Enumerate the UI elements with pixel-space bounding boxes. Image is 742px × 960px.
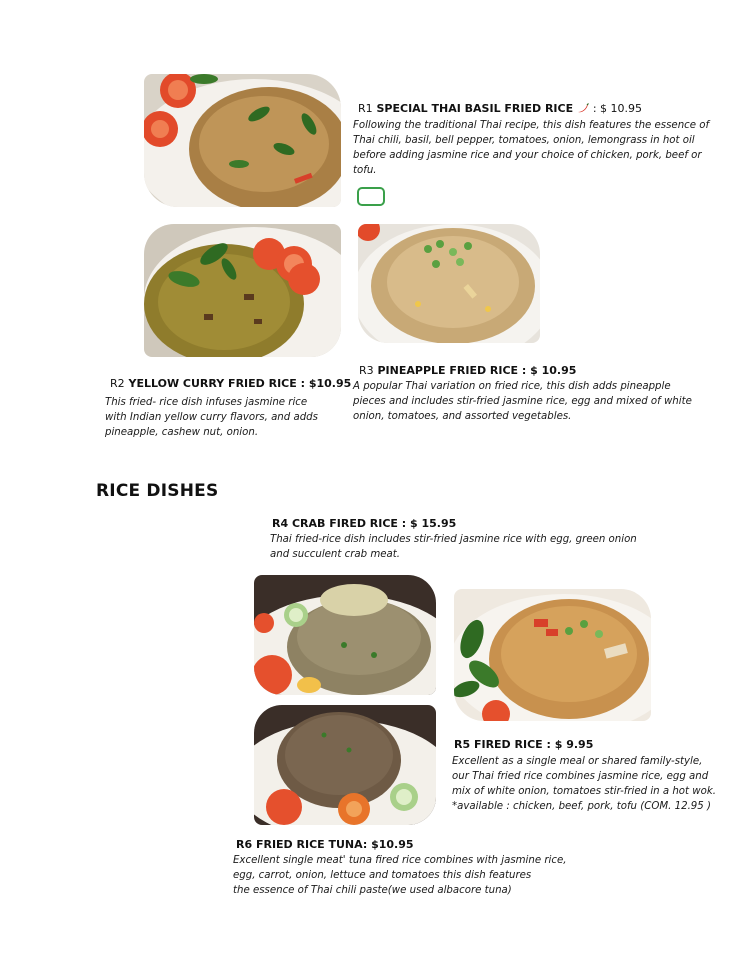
r3-photo xyxy=(358,224,540,343)
r3-code: R3 xyxy=(359,364,374,377)
r6-description xyxy=(233,853,593,898)
r6-description-line: egg, carrot, onion, lettuce and tomatoes this dish features xyxy=(233,870,532,881)
r5-description-line: mix of white onion, tomatoes stir-fried in a hot wok. xyxy=(452,786,716,797)
r5-description-line: *available : chicken, beef, pork, tofu (COM. 12.95 ) xyxy=(452,801,711,812)
section-heading: RICE DISHES xyxy=(96,481,219,501)
r4-name: CRAB FIRED RICE : $ 15.95 xyxy=(291,517,457,530)
r4-title xyxy=(272,517,456,530)
r5-title xyxy=(454,738,593,751)
green-rounded-box xyxy=(357,187,385,206)
r2-name: YELLOW CURRY FRIED RICE : $10.95 xyxy=(128,377,352,390)
r6-code: R6 xyxy=(236,838,253,851)
r6-description-line: the essence of Thai chili paste(we used albacore tuna) xyxy=(233,885,512,896)
r1-title xyxy=(358,102,642,115)
r3-description: A popular Thai variation on fried rice, this dish adds pineapple pieces and includes stir-fried jasmine rice, egg and mixed of white onion, tomatoes, and assorted vegetables. xyxy=(353,381,692,422)
r6-photo xyxy=(254,705,436,825)
r3-title xyxy=(359,364,576,377)
r5-description-line: Excellent as a single meal or shared family-style, xyxy=(452,756,703,767)
r1-price: : $ 10.95 xyxy=(592,102,643,115)
r1-name: SPECIAL THAI BASIL FRIED RICE xyxy=(376,102,574,115)
r1-code: R1 xyxy=(358,102,373,115)
r4-photo xyxy=(254,575,436,695)
r6-description-line: Excellent single meat' tuna fired rice combines with jasmine rice, xyxy=(233,855,567,866)
r4-code: R4 xyxy=(272,517,289,530)
chili-pepper-icon xyxy=(577,102,593,115)
r5-photo xyxy=(454,589,651,721)
r5-description xyxy=(452,754,722,814)
r5-name: FIRED RICE : $ 9.95 xyxy=(473,738,594,751)
r2-description: This fried- rice dish infuses jasmine rice with Indian yellow curry flavors, and adds pineapple, cashew nut, onion. xyxy=(105,397,318,438)
r5-description-line: our Thai fried rice combines jasmine rice, egg and xyxy=(452,771,709,782)
r4-description: Thai fried-rice dish includes stir-fried jasmine rice with egg, green onion and succulent crab meat. xyxy=(270,534,637,560)
r3-name: PINEAPPLE FRIED RICE : $ 10.95 xyxy=(377,364,577,377)
r2-title xyxy=(110,377,351,390)
r1-description: Following the traditional Thai recipe, this dish features the essence of Thai chili, basil, bell pepper, tomatoes, onion, lemongrass in hot oil before adding jasmine rice and your choice of chicken, pork, beef or tofu. xyxy=(353,120,710,176)
r2-code: R2 xyxy=(110,377,125,390)
r5-code: R5 xyxy=(454,738,471,751)
r1-photo xyxy=(144,74,341,207)
r2-photo xyxy=(144,224,341,357)
r6-title xyxy=(236,838,414,851)
r6-name: FRIED RICE TUNA: $10.95 xyxy=(255,838,414,851)
